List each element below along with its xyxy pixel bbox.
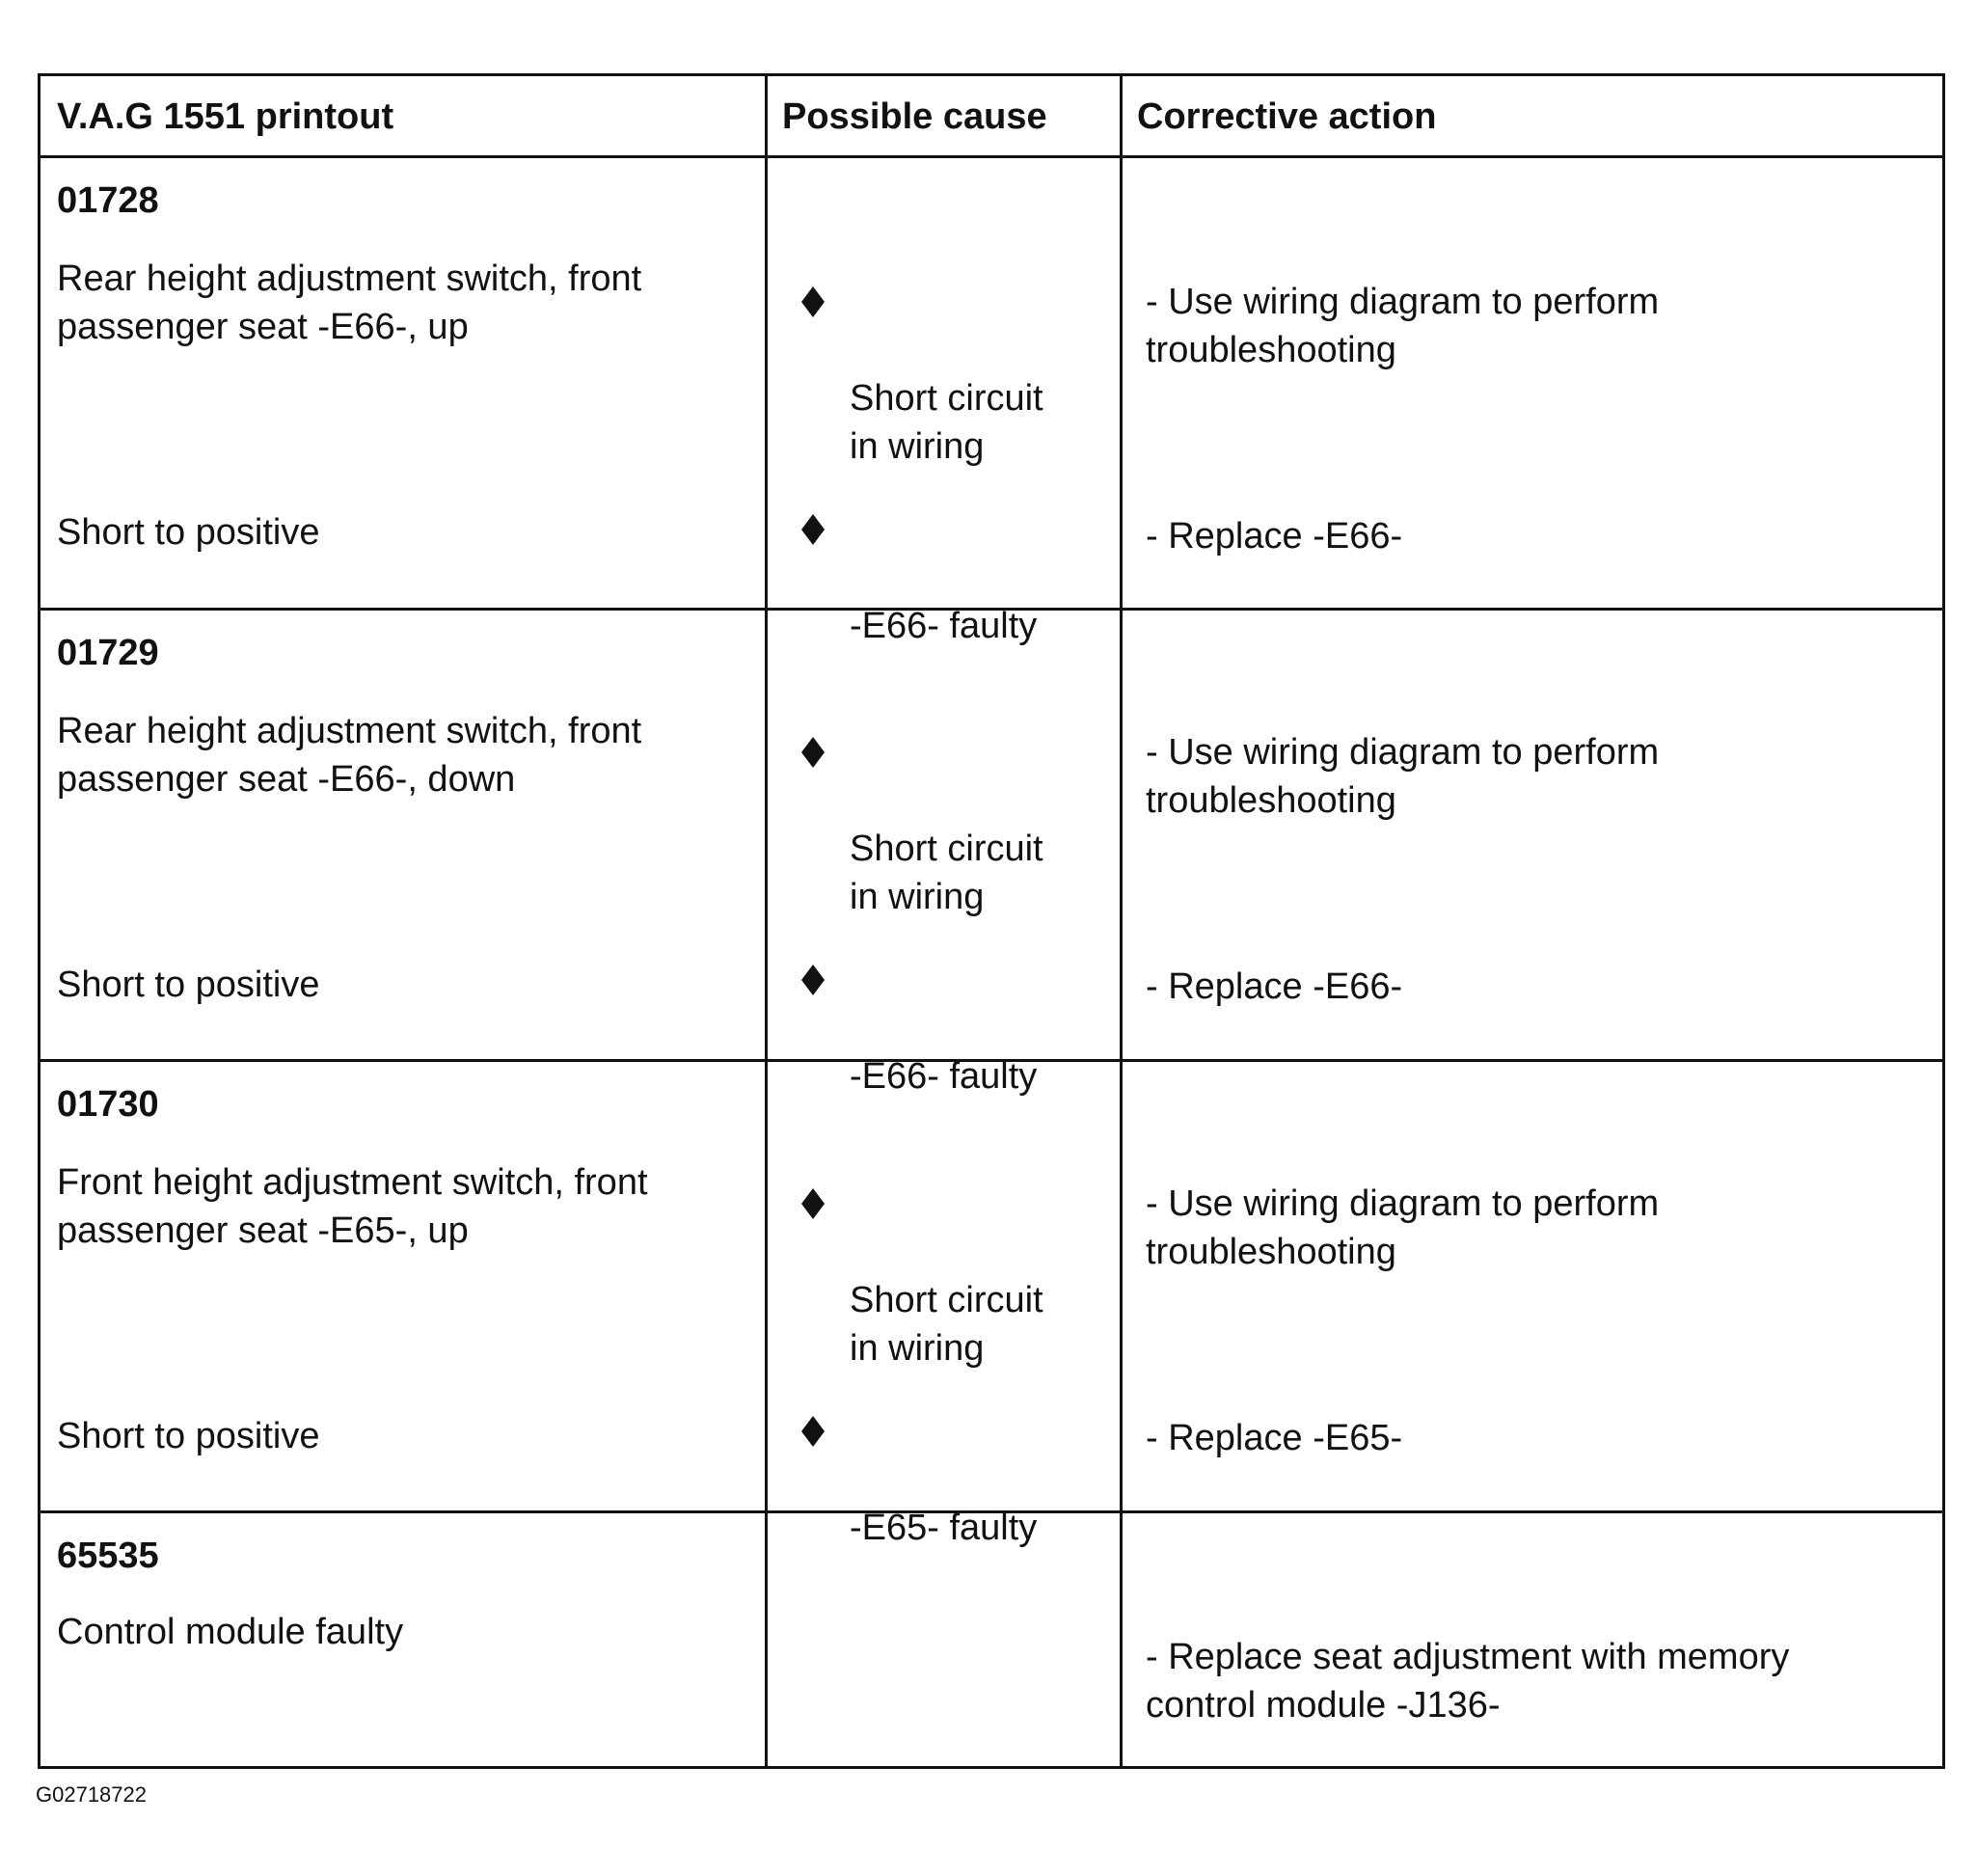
list-item xyxy=(801,278,1120,471)
cause-cell xyxy=(765,1513,1120,1766)
table-row xyxy=(41,1513,1942,1766)
action-cell xyxy=(1120,1513,1942,1766)
printout-cell xyxy=(41,611,765,1059)
action-text: - Use wiring diagram to perform troubleshooting xyxy=(1146,282,1660,370)
action-text: - Replace -E66- xyxy=(1146,966,1403,1007)
fault-condition: Short to positive xyxy=(57,512,320,553)
header-corrective-action: Corrective action xyxy=(1137,96,1437,137)
action-text: - Use wiring diagram to perform troubleshooting xyxy=(1146,732,1660,821)
diamond-bullet-icon xyxy=(801,737,825,768)
cause-cell xyxy=(765,611,1120,1097)
fault-code: 01728 xyxy=(57,180,159,221)
printout-cell xyxy=(41,1062,765,1510)
cause-text: -E66- faulty xyxy=(850,1056,1038,1097)
fault-description: Rear height adjustment switch, front passenger seat -E66-, down xyxy=(57,711,642,800)
header-cell-printout xyxy=(41,76,765,155)
fault-description: Control module faulty xyxy=(57,1612,404,1652)
fault-condition: Short to positive xyxy=(57,1416,320,1456)
action-text: - Replace -E66- xyxy=(1146,516,1403,557)
diamond-bullet-icon xyxy=(801,965,825,995)
header-cell-action xyxy=(1120,76,1942,155)
cause-text: Short circuit in wiring xyxy=(850,378,1043,467)
action-cell xyxy=(1120,158,1942,608)
fault-condition: Short to positive xyxy=(57,965,320,1005)
table-row xyxy=(41,1062,1942,1548)
fault-code: 01729 xyxy=(57,633,159,673)
action-cell xyxy=(1120,611,1942,1059)
cause-cell xyxy=(765,1062,1120,1548)
cause-text: Short circuit in wiring xyxy=(850,829,1043,917)
action-text: - Use wiring diagram to perform troubleshooting xyxy=(1146,1183,1660,1272)
header-printout: V.A.G 1551 printout xyxy=(57,96,394,137)
printout-cell xyxy=(41,158,765,608)
header-possible-cause: Possible cause xyxy=(782,96,1047,137)
diamond-bullet-icon xyxy=(801,1416,825,1447)
cause-text: Short circuit in wiring xyxy=(850,1280,1043,1369)
header-cell-cause xyxy=(765,76,1120,155)
cause-text: -E66- faulty xyxy=(850,606,1038,646)
cause-cell xyxy=(765,158,1120,646)
table-row xyxy=(41,158,1942,646)
cause-text: -E65- faulty xyxy=(850,1508,1038,1548)
diamond-bullet-icon xyxy=(801,1188,825,1219)
printout-cell xyxy=(41,1513,765,1766)
fault-description: Front height adjustment switch, front passenger seat -E65-, up xyxy=(57,1162,648,1251)
fault-description: Rear height adjustment switch, front passenger seat -E66-, up xyxy=(57,258,642,347)
list-item xyxy=(801,1180,1120,1373)
fault-code: 65535 xyxy=(57,1536,159,1576)
diamond-bullet-icon xyxy=(801,514,825,545)
action-text: - Replace seat adjustment with memory control module -J136- xyxy=(1146,1637,1790,1726)
fault-code-table xyxy=(38,73,1945,1769)
figure-id: G02718722 xyxy=(36,1782,147,1807)
list-item xyxy=(801,728,1120,921)
fault-code: 01730 xyxy=(57,1084,159,1125)
table-row xyxy=(41,611,1942,1097)
action-text: - Replace -E65- xyxy=(1146,1418,1403,1458)
diamond-bullet-icon xyxy=(801,286,825,317)
table-header-row xyxy=(41,76,1942,158)
action-cell xyxy=(1120,1062,1942,1510)
